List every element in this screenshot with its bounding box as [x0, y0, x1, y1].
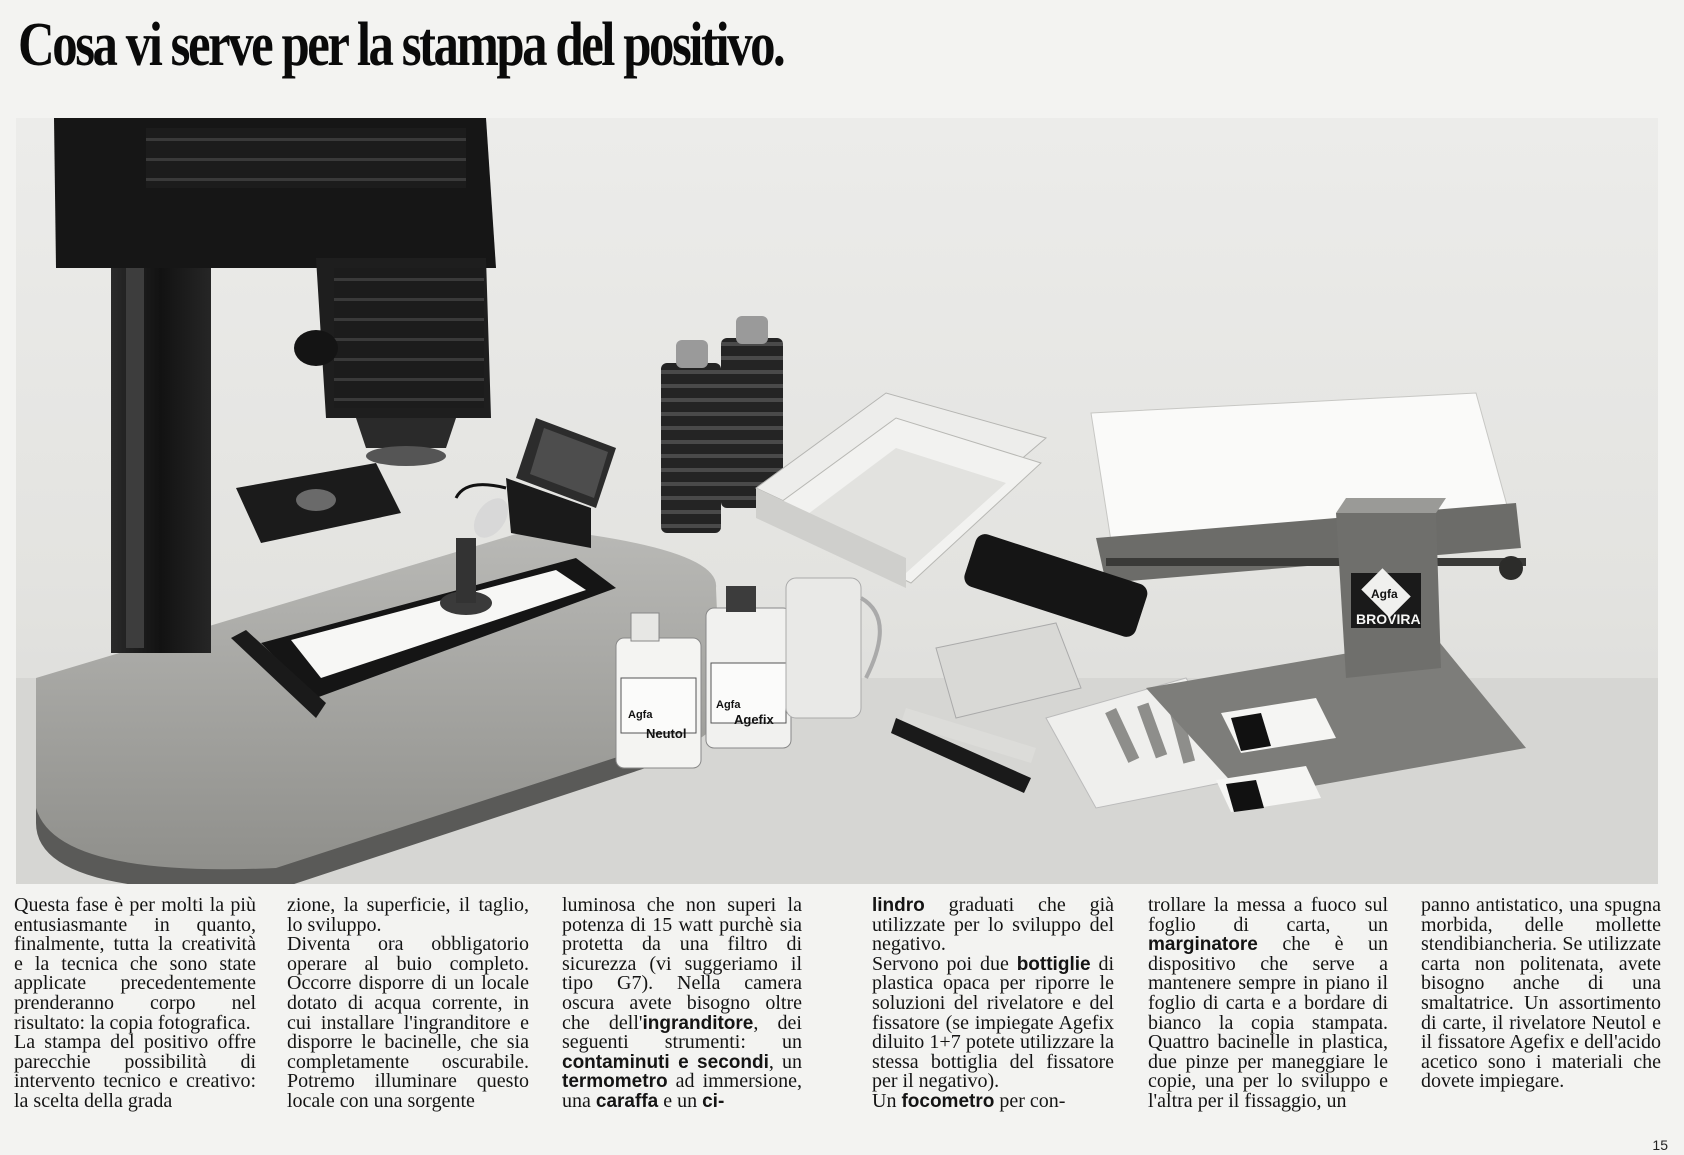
- paragraph: [872, 952, 1114, 1093]
- brovira-label: BROVIRA: [1356, 611, 1421, 627]
- text-run: panno antistatico, una spugna morbida, delle mollette stendibiancheria. Se utilizzate carta non politenata, avete bisogno anche di una smaltatrice. Un assortimento di carte, il rivelatore Neutol e il fissatore Agefix e dell'acido acetico sono i materiali che dovete impiegare.: [1421, 894, 1661, 1093]
- article-text: [0, 896, 1684, 1146]
- paper-easel-stand: [1091, 393, 1526, 583]
- text-column-3: [562, 896, 802, 1112]
- text-run: per con-: [994, 1089, 1066, 1112]
- text-run: ad immersione, una: [562, 1070, 802, 1112]
- paragraph: [872, 1089, 1114, 1112]
- text-run: graduati che già utilizzate per lo sviluppo del negativo.: [872, 894, 1114, 956]
- text-column-2: [287, 896, 529, 1112]
- highlighted-term: caraffa: [595, 1090, 659, 1112]
- paragraph: [287, 935, 529, 1111]
- text-run: Un: [872, 1089, 902, 1112]
- neutol-brand: Agfa: [628, 709, 653, 721]
- text-run: e un: [658, 1089, 703, 1112]
- paragraph: [1421, 896, 1661, 1092]
- highlighted-term: focometro: [901, 1090, 995, 1112]
- highlighted-term: ci-: [702, 1090, 725, 1112]
- darkroom-equipment-photo: [16, 118, 1658, 884]
- brovira-brand: Agfa: [1371, 587, 1398, 601]
- text-column-5: [1148, 896, 1388, 1112]
- highlighted-term: termometro: [562, 1071, 668, 1093]
- paragraph: [1148, 896, 1388, 1112]
- paragraph: [562, 896, 802, 1112]
- page-number: 15: [1652, 1137, 1668, 1153]
- highlighted-term: bottiglie: [1016, 953, 1091, 975]
- measuring-jug: [786, 578, 861, 718]
- timer-dial: [296, 489, 336, 511]
- text-run: luminosa che non superi la potenza di 15 watt purchè sia protetta da una filtro di sicurezza (vi suggeriamo il tipo G7). Nella camera oscura avete bisogno oltre che dell': [562, 894, 802, 1034]
- paragraph: [872, 896, 1114, 955]
- agefix-label: Agefix: [734, 712, 774, 727]
- text-run: La stampa del positivo offre parecchie possibilità di intervento tecnico e creativo: la scelta della grada: [14, 1031, 256, 1112]
- text-column-4: [872, 896, 1114, 1112]
- text-run: di plastica opaca per riporre le soluzioni del rivelatore e del fissatore (se impiegate Agefix diluito 1+7 potete utilizzare la stessa bottiglia del fissatore per il negativo).: [872, 952, 1114, 1093]
- bottle-left: [661, 363, 721, 533]
- text-run: Questa fase è per molti la più entusiasmante in quanto, finalmente, tutta la creatività e la tecnica che sono state applicate precedentemente prenderanno corpo nel risultato: la copia fotografica.: [14, 894, 256, 1034]
- page-title: Cosa vi serve per la stampa del positivo.: [18, 11, 784, 79]
- focus-knob: [294, 330, 338, 366]
- highlighted-term: ingranditore: [642, 1012, 754, 1034]
- agefix-brand: Agfa: [716, 699, 741, 711]
- paragraph: [287, 896, 529, 935]
- text-column-1: [14, 896, 256, 1112]
- text-run: zione, la superficie, il taglio, lo sviluppo.: [287, 894, 529, 936]
- highlighted-term: marginatore: [1148, 934, 1258, 956]
- text-run: Servono poi due: [872, 952, 1017, 975]
- text-column-6: [1421, 896, 1661, 1092]
- text-run: che è un dispositivo che serve a mantenere sempre in piano il foglio di carta e a bordare di bianco la copia stampata. Quattro bacinelle in plastica, due pinze per maneggiare le copie, una per lo sviluppo e l'altra per il fissaggio, un: [1148, 933, 1388, 1112]
- text-run: , un: [768, 1050, 802, 1073]
- text-run: Diventa ora obbligatorio operare al buio completo. Occorre disporre di un locale dotato di acqua corrente, in cui installare l'ingranditore e disporre le bacinelle, che sia completamente oscurabile. Potremo illuminare questo locale con una sorgente: [287, 933, 529, 1112]
- highlighted-term: lindro: [872, 895, 925, 916]
- paragraph: [14, 896, 256, 1033]
- neutol-label: Neutol: [646, 726, 687, 741]
- paragraph: [14, 1033, 256, 1111]
- enlarger: [36, 118, 721, 884]
- text-run: trollare la messa a fuoco sul foglio di carta, un: [1148, 894, 1388, 936]
- text-run: , dei seguenti strumenti: un: [562, 1011, 802, 1054]
- highlighted-term: contaminuti e secondi: [562, 1051, 769, 1073]
